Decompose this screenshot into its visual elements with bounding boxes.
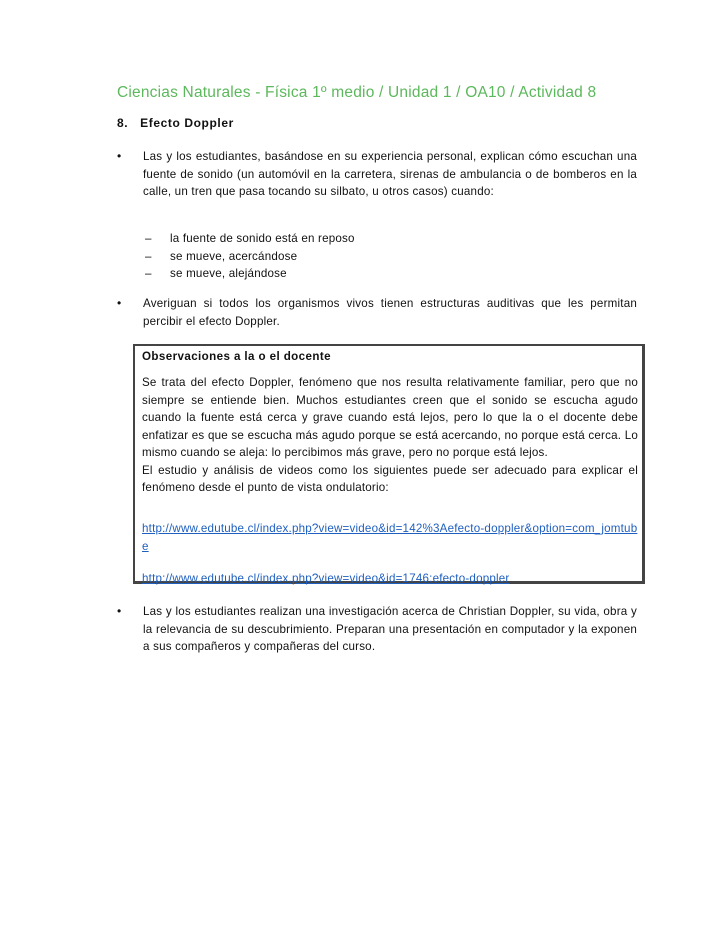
sub-list (145, 230, 355, 283)
section-title-text: Efecto Doppler (140, 116, 234, 130)
bullet-icon: • (117, 296, 122, 310)
dash-icon: – (145, 232, 152, 245)
sub-list-text: se mueve, alejándose (170, 267, 287, 280)
bullet-item (117, 295, 637, 330)
sub-list-item (145, 265, 355, 283)
bullet-text: Las y los estudiantes, basándose en su experiencia personal, explican cómo escuchan una fuente de sonido (un automóvil en la carretera, sirenas de ambulancia o de bomberos en la calle, un tren que pasa tocando su silbato, u otros casos) cuando: (143, 150, 637, 198)
section-number: 8. (117, 116, 129, 130)
bullet-icon: • (117, 604, 122, 618)
video-links (142, 520, 638, 588)
observations-paragraph: Se trata del efecto Doppler, fenómeno que nos resulta relativamente familiar, pero que no siempre se entiende bien. Muchos estudiantes creen que el sonido se escucha agudo cuando la fuente está cerca y grave cuando está lejos, pero lo que la o el docente debe enfatizar es que se escucha más agudo porque se está acercando, no porque está cerca. Lo mismo cuando se aleja: lo percibimos más grave, pero no porque está lejos. (142, 376, 638, 459)
dash-icon: – (145, 249, 152, 263)
video-link[interactable]: http://www.edutube.cl/index.php?view=video&id=142%3Aefecto-doppler&option=com_jomtube (142, 522, 638, 553)
bullet-icon: • (117, 149, 122, 163)
bullet-text: Las y los estudiantes realizan una investigación acerca de Christian Doppler, su vida, obra y la relevancia de su descubrimiento. Preparan una presentación en computador y la exponen a sus compañeros y compañeras del curso. (143, 605, 637, 653)
dash-icon: – (145, 267, 152, 280)
bullet-item (117, 603, 637, 656)
sub-list-text: se mueve, acercándose (170, 249, 298, 263)
sub-list-item (145, 248, 355, 266)
video-link[interactable]: http://www.edutube.cl/index.php?view=video&id=1746:efecto-doppler (142, 572, 510, 585)
bullet-item (117, 148, 637, 201)
sub-list-text: la fuente de sonido está en reposo (170, 232, 355, 245)
page-breadcrumb: Ciencias Naturales - Física 1º medio / Unidad 1 / OA10 / Actividad 8 (117, 84, 597, 101)
section-title (117, 116, 234, 130)
observations-paragraph: El estudio y análisis de videos como los siguientes puede ser adecuado para explicar el fenómeno desde el punto de vista ondulatorio: (142, 463, 638, 494)
teacher-observations-box (133, 344, 645, 584)
sub-list-item (145, 230, 355, 248)
bullet-text: Averiguan si todos los organismos vivos tienen estructuras auditivas que les permitan percibir el efecto Doppler. (143, 297, 637, 328)
observations-title: Observaciones a la o el docente (142, 350, 331, 363)
observations-body (142, 374, 638, 497)
